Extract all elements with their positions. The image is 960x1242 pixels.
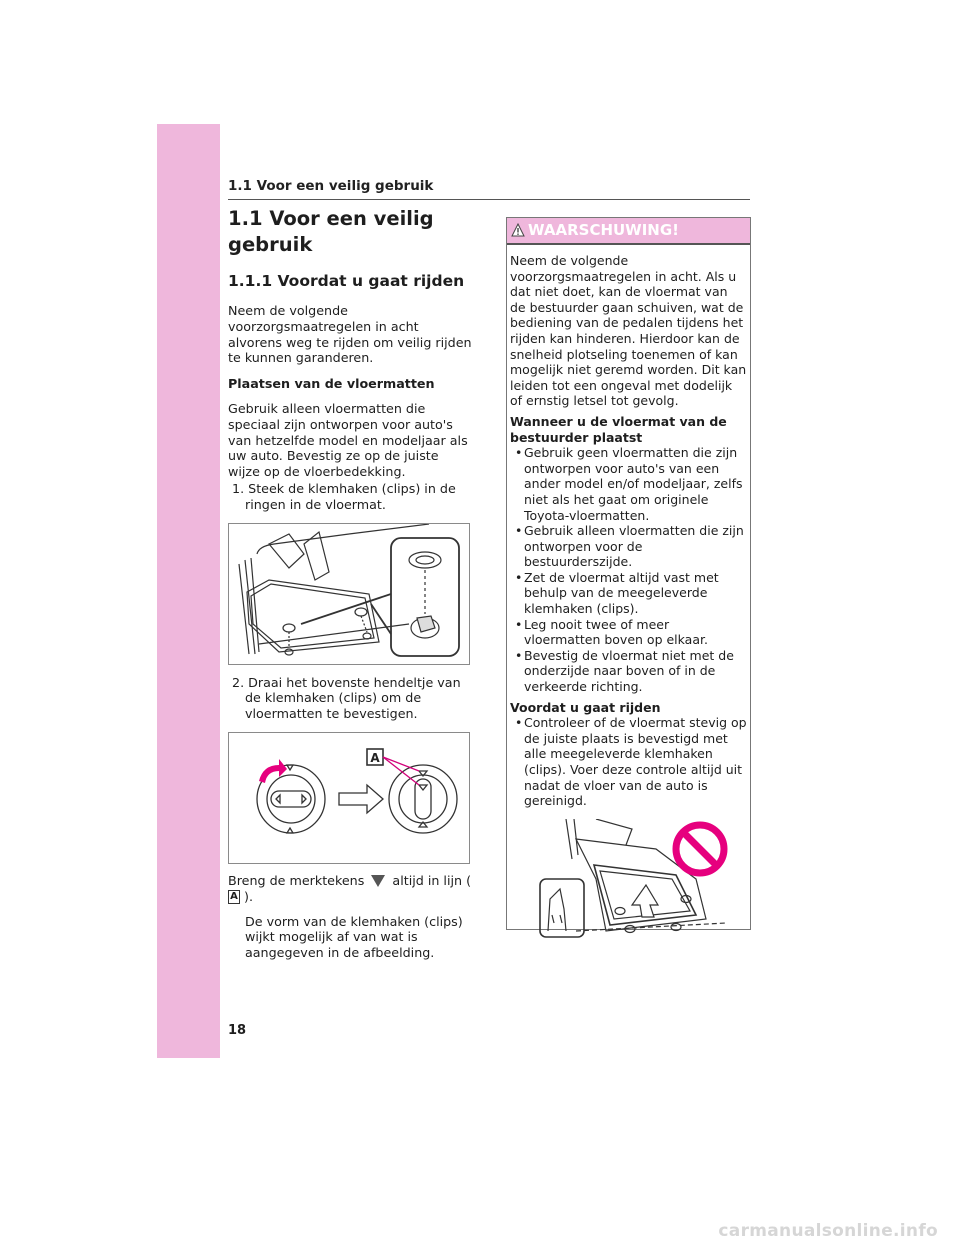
running-header: 1.1 Voor een veilig gebruik bbox=[228, 178, 434, 194]
warning-bullet: • Gebruik geen vloermatten die zijn ontworpen voor auto's van een ander model en/of modeljaar, zelfs niet als het gaat om originele Toyota-vloermatten. bbox=[510, 445, 747, 523]
clip-rotation-illustration bbox=[228, 732, 470, 864]
floor-mat-heading: Plaatsen van de vloermatten bbox=[228, 376, 435, 392]
floor-mat-clip-illustration bbox=[228, 523, 470, 665]
side-tab-bar bbox=[157, 124, 220, 1058]
figure-label-a: A bbox=[370, 750, 380, 765]
floor-mat-body: Gebruik alleen vloermatten die speciaal zijn ontworpen voor auto's van hetzelfde model en modeljaar als uw auto. Bevestig ze op de juiste wijze op de vloerbedekking. bbox=[228, 400, 468, 480]
warning-body bbox=[507, 245, 750, 939]
warning-subheading-2: Voordat u gaat rijden bbox=[510, 699, 661, 715]
clip-shape-note: De vorm van de klemhaken (clips) wijkt mogelijk af van wat is aangegeven in de afbeelding. bbox=[245, 913, 463, 961]
page-title: 1.1 Voor een veilig gebruik bbox=[228, 207, 434, 256]
warning-bullet: • Controleer of de vloermat stevig op de juiste plaats is bevestigd met alle meegeleverde klemhaken (clips). Voer deze controle altijd uit nadat de vloer van de auto is gereinigd. bbox=[510, 715, 747, 809]
intro-text: Neem de volgende voorzorgsmaatregelen in acht alvorens weg te rijden om veilig rijden te kunnen garanderen. bbox=[228, 303, 472, 366]
warning-title: WAARSCHUWING! bbox=[528, 221, 680, 239]
triangle-mark-icon bbox=[371, 875, 385, 887]
warning-subheading-1: Wanneer u de vloermat van de bestuurder plaatst bbox=[510, 413, 727, 445]
warning-bullet: • Bevestig de vloermat niet met de onderzijde naar boven of in de verkeerde richting. bbox=[510, 648, 747, 695]
warning-icon bbox=[511, 223, 525, 237]
page-number: 18 bbox=[228, 1023, 247, 1038]
header-rule bbox=[228, 199, 750, 200]
align-text-after: altijd in lijn ( bbox=[392, 872, 472, 888]
left-column bbox=[228, 206, 472, 961]
step-1: 1. Steek de klemhaken (clips) in de ringen in de vloermat. bbox=[232, 480, 456, 512]
section-title: 1.1.1 Voordat u gaat rijden bbox=[228, 272, 465, 290]
align-close: ). bbox=[244, 888, 254, 904]
warning-intro: Neem de volgende voorzorgsmaatregelen in acht. Als u dat niet doet, kan de vloermat van de bestuurder gaan schuiven, wat de bediening van de pedalen tijdens het rijden kan hinderen. Hierdoor kan de snelheid plotseling toenemen of kan mogelijk niet geremd worden. Dit kan leiden tot een ongeval met dodelijk of ernstig letsel tot gevolg. bbox=[510, 253, 747, 409]
align-text-before: Breng de merktekens bbox=[228, 872, 365, 888]
improper-mat-illustration bbox=[536, 819, 731, 939]
warning-bullet: • Zet de vloermat altijd vast met behulp van de meegeleverde klemhaken (clips). bbox=[510, 570, 747, 617]
align-instruction bbox=[228, 873, 472, 905]
warning-bullet: • Leg nooit twee of meer vloermatten boven op elkaar. bbox=[510, 617, 747, 648]
warning-header bbox=[507, 218, 750, 245]
label-a-box: A bbox=[228, 890, 240, 904]
warning-bullet: • Gebruik alleen vloermatten die zijn ontworpen voor de bestuurderszijde. bbox=[510, 523, 747, 570]
footer-watermark: carmanualsonline.info bbox=[718, 1221, 938, 1241]
step-2: 2. Draai het bovenste hendeltje van de klemhaken (clips) om de vloermatten te bevestigen. bbox=[232, 674, 461, 722]
warning-box bbox=[506, 217, 751, 930]
